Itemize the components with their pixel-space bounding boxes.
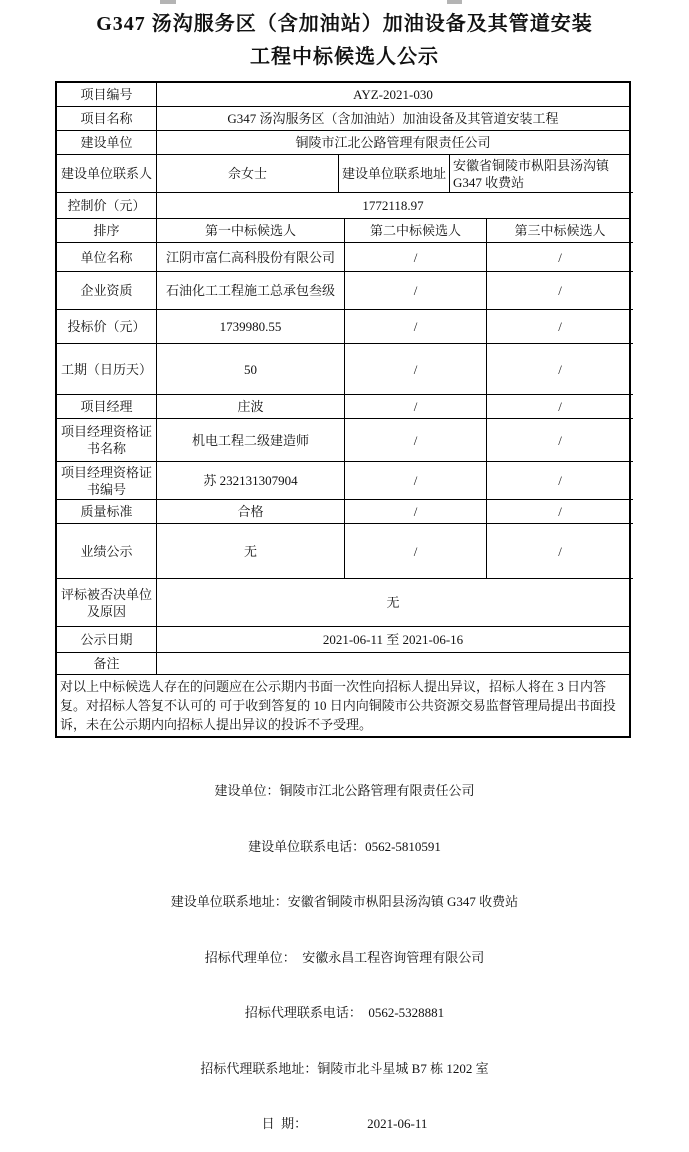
- table-row-project-name: [57, 107, 629, 131]
- candidate2-cell: /: [345, 524, 487, 579]
- row-label: 项目经理资格证书名称: [57, 419, 157, 462]
- footer-date-line: [0, 1115, 689, 1134]
- row-label: 业绩公示: [57, 524, 157, 579]
- candidate3-cell: /: [487, 310, 633, 344]
- row-label: 单位名称: [57, 243, 157, 272]
- contact-name-cell: 佘女士: [157, 155, 339, 193]
- candidate1-cell: 合格: [157, 500, 345, 524]
- page-title-line2: 工程中标候选人公示: [250, 46, 439, 68]
- footer-line-agency-phone: 招标代理联系电话： 0562-5328881: [244, 1005, 445, 1020]
- table-row-project-manager: [57, 395, 629, 419]
- candidate3-cell: /: [487, 344, 633, 395]
- contact-address-label-cell: 建设单位联系地址: [339, 155, 450, 193]
- row-value: 铜陵市江北公路管理有限责任公司: [157, 131, 629, 155]
- page-edge-artifact: [447, 0, 462, 4]
- table-row-bid-price: [57, 310, 629, 344]
- table-row-publicity-date: [57, 627, 629, 653]
- row-label: 建设单位: [57, 131, 157, 155]
- table-row-owner: [57, 131, 629, 155]
- candidate2-cell: /: [345, 419, 487, 462]
- candidate2-cell: /: [345, 462, 487, 500]
- row-label: 公示日期: [57, 627, 157, 653]
- footer-line-agency-address: 招标代理联系地址：铜陵市北斗星城 B7 栋 1202 室: [200, 1060, 489, 1076]
- candidate3-cell: /: [487, 272, 633, 310]
- candidate2-cell: /: [345, 344, 487, 395]
- candidate2-header-cell: 第二中标候选人: [345, 219, 487, 243]
- table-row-rank-header: [57, 219, 629, 243]
- candidate1-cell: 机电工程二级建造师: [157, 419, 345, 462]
- row-label: 排序: [57, 219, 157, 243]
- footer-date-label: 日 期：: [261, 1116, 308, 1131]
- footer-date-gap: [307, 1115, 367, 1134]
- candidate3-cell: /: [487, 419, 633, 462]
- table-row-owner-contact: [57, 155, 629, 193]
- table-row-duration: [57, 344, 629, 395]
- candidate1-cell: 50: [157, 344, 345, 395]
- table-row-cert-name: [57, 419, 629, 462]
- table-row-project-number: [57, 83, 629, 107]
- row-label: 控制价（元）: [57, 193, 157, 219]
- candidate3-cell: /: [487, 500, 633, 524]
- row-label: 工期（日历天）: [57, 344, 157, 395]
- row-value: 无: [157, 579, 629, 627]
- table-row-control-price: [57, 193, 629, 219]
- candidate1-cell: 苏 232131307904: [157, 462, 345, 500]
- candidate1-cell: 庄波: [157, 395, 345, 419]
- row-label: 建设单位联系人: [57, 155, 157, 193]
- footer-line-agency: 招标代理单位： 安徽永昌工程咨询管理有限公司: [204, 949, 485, 965]
- row-label: 企业资质: [57, 272, 157, 310]
- row-label: 项目经理资格证书编号: [57, 462, 157, 500]
- candidate3-cell: /: [487, 243, 633, 272]
- candidate1-cell: 石油化工工程施工总承包叁级: [157, 272, 345, 310]
- candidate3-header-cell: 第三中标候选人: [487, 219, 633, 243]
- footer-line-owner-phone: 建设单位联系电话：0562-5810591: [248, 838, 441, 854]
- row-value: 2021-06-11 至 2021-06-16: [157, 627, 629, 653]
- footer-line-owner: 建设单位：铜陵市江北公路管理有限责任公司: [214, 783, 475, 798]
- table-row-performance: [57, 524, 629, 579]
- announcement-table: [55, 81, 631, 738]
- footer-date-value: 2021-06-11: [367, 1116, 428, 1131]
- candidate3-cell: /: [487, 462, 633, 500]
- row-label: 评标被否决单位及原因: [57, 579, 157, 627]
- candidate1-cell: 无: [157, 524, 345, 579]
- candidate2-cell: /: [345, 243, 487, 272]
- page-title: [0, 0, 689, 72]
- table-row-quality-standard: [57, 500, 629, 524]
- row-value: 1772118.97: [157, 193, 629, 219]
- candidate1-cell: 1739980.55: [157, 310, 345, 344]
- table-row-notice: [57, 675, 629, 736]
- row-value: [157, 653, 629, 675]
- table-row-rejected-bidders: [57, 579, 629, 627]
- candidate1-header-cell: 第一中标候选人: [157, 219, 345, 243]
- notice-text: 对以上中标候选人存在的问题应在公示期内书面一次性向招标人提出异议，招标人将在 3 日内答复。对招标人答复不认可的 可于收到答复的 10 日内向铜陵市公共资源交易监督管理局提出书面投诉，未在公示期内向招标人提出异议的投诉不予受理。: [60, 679, 616, 732]
- candidate1-cell: 江阴市富仁高科股份有限公司: [157, 243, 345, 272]
- page-edge-artifact: [160, 0, 176, 4]
- candidate3-cell: /: [487, 524, 633, 579]
- row-label: 备注: [57, 653, 157, 675]
- row-label: 投标价（元）: [57, 310, 157, 344]
- candidate3-cell: /: [487, 395, 633, 419]
- candidate2-cell: /: [345, 272, 487, 310]
- row-value: G347 汤沟服务区（含加油站）加油设备及其管道安装工程: [157, 107, 629, 131]
- table-row-qualification: [57, 272, 629, 310]
- row-label: 项目编号: [57, 83, 157, 107]
- table-row-company-name: [57, 243, 629, 272]
- footer-contact-block: [0, 745, 689, 1152]
- table-row-remarks: [57, 653, 629, 675]
- page-title-line1: G347 汤沟服务区（含加油站）加油设备及其管道安装: [96, 13, 593, 35]
- footer-line-owner-address: 建设单位联系地址：安徽省铜陵市枞阳县汤沟镇 G347 收费站: [170, 894, 519, 909]
- candidate2-cell: /: [345, 310, 487, 344]
- row-label: 项目经理: [57, 395, 157, 419]
- row-value: AYZ-2021-030: [157, 83, 629, 107]
- row-label: 项目名称: [57, 107, 157, 131]
- row-label: 质量标准: [57, 500, 157, 524]
- table-row-cert-number: [57, 462, 629, 500]
- candidate2-cell: /: [345, 395, 487, 419]
- contact-address-value-cell: 安徽省铜陵市枞阳县汤沟镇G347 收费站: [450, 155, 633, 193]
- candidate2-cell: /: [345, 500, 487, 524]
